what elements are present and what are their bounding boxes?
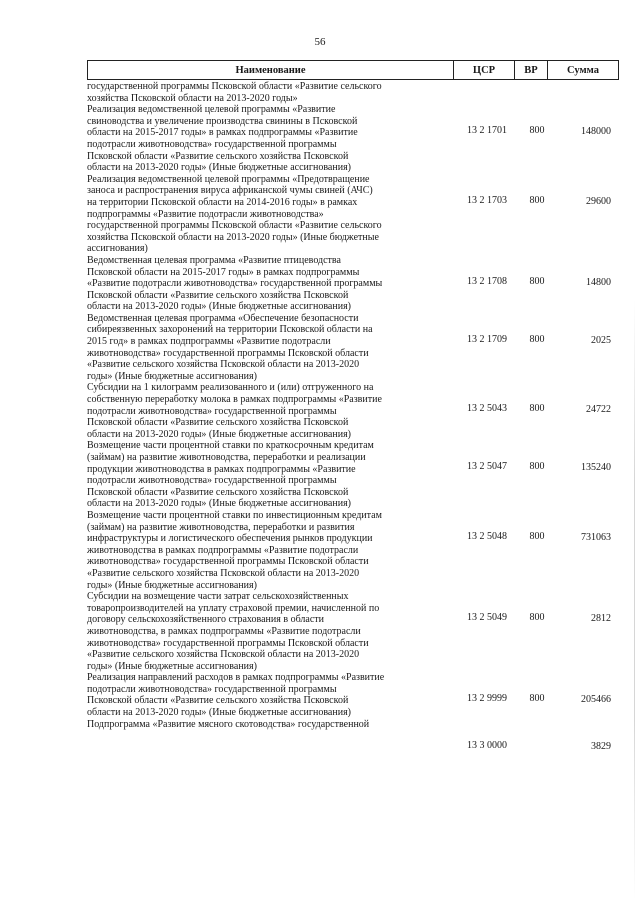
row-name: Ведомственная целевая программа «Обеспечение безопасности сибиреязвенных захоронений на территории Псковской области на 2015 год» в рамках подпрограммы «Развитие подотрасли животноводства» государственной программы Псковской области «Развитие сельского хозяйства Псковской области на 2013-2020 годы» (Иные бюджетные ассигнования) [87,312,373,382]
table-row [87,255,619,313]
row-sum: 24722 [586,404,611,416]
table-row [87,382,619,440]
row-vr: 800 [529,403,545,415]
row-sum: 2025 [591,334,611,346]
row-vr: 800 [529,530,545,542]
row-csr: 13 2 5049 [467,612,507,624]
row-csr: 13 2 5048 [467,530,507,542]
row-vr [522,80,552,104]
row-vr: 800 [529,194,545,206]
row-name: Подпрограмма «Развитие мясного скотоводства» государственной [87,718,370,730]
row-vr: 800 [529,333,545,345]
row-csr: 13 3 0000 [467,739,507,751]
table-row [87,510,619,591]
row-sum: 14800 [586,276,611,288]
row-sum: 2812 [591,613,611,625]
row-vr: 800 [529,125,545,137]
row-vr [522,719,552,753]
row-name: Возмещение части процентной ставки по инвестиционным кредитам (займам) на развитие животноводства, переработки и развития инфраструктуры и логистического обеспечения рынков продукции животноводства в рамках подпрограммы «Развитие подотрасли животноводства» государственной программы Псковской области «Развитие сельского хозяйства Псковской области на 2013-2020 годы» (Иные бюджетные ассигнования) [87,509,382,591]
row-name: Субсидии на 1 килограмм реализованного и (или) отгруженного на собственную переработку молока в рамках подпрограммы «Развитие подотрасли животноводства» государственной программы Псковской области «Развитие сельского хозяйства Псковской области на 2013-2020 годы» (Иные бюджетные ассигнования) [87,382,382,440]
page-number: 56 [314,36,326,48]
row-sum [552,80,619,104]
row-csr: 13 2 5047 [467,461,507,473]
header-sum: Сумма [567,64,599,76]
row-name: Ведомственная целевая программа «Развитие птицеводства Псковской области на 2015-2017 годы» в рамках подпрограммы «Развитие подотрасли животноводства» государственной программы Псковской области «Развитие сельского хозяйства Псковской области на 2013-2020 годы» (Иные бюджетные ассигнования) [87,254,383,313]
row-csr: 13 2 1708 [467,275,507,287]
row-name: Реализация ведомственной целевой программы «Предотвращение заноса и распространения вируса африканской чумы свиней (АЧС) на территории Псковской области на 2014-2016 годы» в рамках подпрограммы «Развитие подотрасли животноводства» государственной программы Псковской области «Развитие сельского хозяйства Псковской области на 2013-2020 годы» (Иные бюджетные ассигнования) [87,173,382,255]
row-csr [452,80,522,104]
header-name: Наименование [88,61,454,79]
row-csr: 13 2 9999 [467,693,507,705]
scan-edge-line [634,300,635,900]
table-row [87,672,619,718]
table-row [87,80,619,104]
table-row [87,719,619,753]
header-vr: ВР [515,61,548,79]
table-row [87,591,619,672]
header-csr: ЦСР [454,61,515,79]
row-name: Реализация направлений расходов в рамках подпрограммы «Развитие подотрасли животноводства» государственной программы Псковской области «Развитие сельского хозяйства Псковской области на 2013-2020 годы» (Иные бюджетные ассигнования) [87,672,385,719]
row-name: Субсидии на возмещение части затрат сельскохозяйственных товаропроизводителей на уплату страховой премии, начисленной по договору сельскохозяйственного страхования в области животноводства, в рамках подпрограммы «Развитие подотрасли животноводства» государственной программы Псковской области «Развитие сельского хозяйства Псковской области на 2013-2020 годы» (Иные бюджетные ассигнования) [87,591,380,672]
table-row [87,440,619,510]
row-sum: 148000 [581,126,611,138]
row-sum: 205466 [581,694,611,706]
row-sum: 29600 [586,195,611,207]
row-name: Реализация ведомственной целевой программы «Развитие свиноводства и увеличение производства свинины в Псковской области на 2015-2017 годы» в рамках подпрограммы «Развитие подотрасли животноводства» государственной программы Псковской области «Развитие сельского хозяйства Псковской области на 2013-2020 годы» (Иные бюджетные ассигнования) [87,104,358,174]
budget-table [87,60,619,752]
row-name: Возмещение части процентной ставки по краткосрочным кредитам (займам) на развитие животноводства, переработки и реализации продукции животноводства в рамках подпрограммы «Развитие подотрасли животноводства» государственной программы Псковской области «Развитие сельского хозяйства Псковской области на 2013-2020 годы» (Иные бюджетные ассигнования) [87,440,374,510]
row-vr: 800 [529,693,545,705]
row-vr: 800 [529,461,545,473]
row-csr: 13 2 1703 [467,194,507,206]
row-csr: 13 2 1709 [467,333,507,345]
table-row [87,174,619,255]
table-header [87,60,619,80]
row-vr: 800 [529,612,545,624]
row-csr: 13 2 5043 [467,403,507,415]
table-row [87,313,619,383]
row-csr: 13 2 1701 [467,125,507,137]
row-sum: 3829 [591,740,611,752]
table-row [87,104,619,174]
row-sum: 731063 [581,531,611,543]
row-sum: 135240 [581,462,611,474]
row-name: государственной программы Псковской области «Развитие сельского хозяйства Псковской области на 2013-2020 годы» [87,81,382,104]
row-vr: 800 [529,275,545,287]
